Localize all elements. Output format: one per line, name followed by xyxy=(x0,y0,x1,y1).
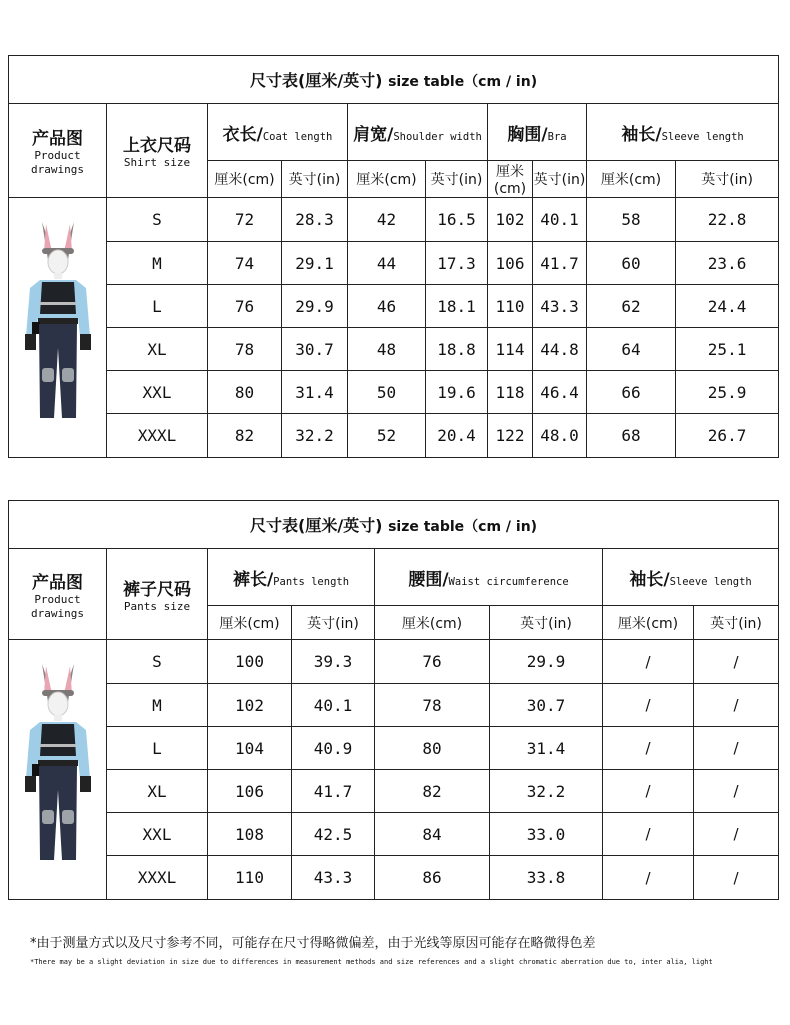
unit-cm: 厘米(cm) xyxy=(488,161,533,198)
unit-in: 英寸(in) xyxy=(694,606,779,640)
value-cell: 58 xyxy=(587,198,676,242)
value-cell: 84 xyxy=(375,813,490,856)
value-cell: 52 xyxy=(348,414,426,458)
unit-in: 英寸(in) xyxy=(292,606,375,640)
size-cell: L xyxy=(107,285,208,328)
value-cell: 46 xyxy=(348,285,426,328)
value-cell: / xyxy=(603,727,694,770)
value-cell: 76 xyxy=(375,640,490,684)
table-title xyxy=(9,501,779,549)
size-cell: XXL xyxy=(107,813,208,856)
col-header-coat-length: 衣长/Coat length xyxy=(208,104,348,161)
value-cell: 72 xyxy=(208,198,282,242)
unit-in: 英寸(in) xyxy=(676,161,779,198)
costume-figure-icon xyxy=(22,650,94,890)
table-row xyxy=(9,414,779,458)
value-cell: 17.3 xyxy=(426,242,488,285)
size-header xyxy=(107,104,208,198)
unit-cm: 厘米(cm) xyxy=(208,606,292,640)
unit-in: 英寸(in) xyxy=(533,161,587,198)
value-cell: 33.8 xyxy=(490,856,603,900)
value-cell: 110 xyxy=(488,285,533,328)
value-cell: / xyxy=(694,856,779,900)
size-en: Shirt size xyxy=(123,156,191,169)
value-cell: 78 xyxy=(375,684,490,727)
size-cn: 上衣尺码 xyxy=(123,136,191,156)
value-cell: 28.3 xyxy=(282,198,348,242)
size-cell: XXXL xyxy=(107,856,208,900)
value-cell: 22.8 xyxy=(676,198,779,242)
col-header-waist: 腰围/Waist circumference xyxy=(375,549,603,606)
value-cell: 30.7 xyxy=(282,328,348,371)
size-cell: XL xyxy=(107,328,208,371)
table-row xyxy=(9,328,779,371)
product-header xyxy=(9,104,107,198)
value-cell: 74 xyxy=(208,242,282,285)
value-cell: 68 xyxy=(587,414,676,458)
value-cell: 46.4 xyxy=(533,371,587,414)
note-en: *There may be a slight deviation in size due to differences in measurement methods and size references and a slight chromatic aberration due to, inter alia, light xyxy=(30,958,713,966)
value-cell: 18.8 xyxy=(426,328,488,371)
value-cell: 40.9 xyxy=(292,727,375,770)
value-cell: 24.4 xyxy=(676,285,779,328)
unit-cm: 厘米(cm) xyxy=(375,606,490,640)
value-cell: 32.2 xyxy=(490,770,603,813)
value-cell: 122 xyxy=(488,414,533,458)
unit-in: 英寸(in) xyxy=(426,161,488,198)
value-cell: / xyxy=(694,727,779,770)
product-image xyxy=(9,198,107,458)
value-cell: 48 xyxy=(348,328,426,371)
value-cell: 23.6 xyxy=(676,242,779,285)
value-cell: 42.5 xyxy=(292,813,375,856)
value-cell: 106 xyxy=(488,242,533,285)
table-row xyxy=(9,856,779,900)
table-row xyxy=(9,640,779,684)
value-cell: 76 xyxy=(208,285,282,328)
value-cell: 64 xyxy=(587,328,676,371)
table-row xyxy=(9,285,779,328)
value-cell: 29.1 xyxy=(282,242,348,285)
value-cell: 44 xyxy=(348,242,426,285)
value-cell: 48.0 xyxy=(533,414,587,458)
unit-cm: 厘米(cm) xyxy=(348,161,426,198)
value-cell: / xyxy=(694,640,779,684)
value-cell: 41.7 xyxy=(533,242,587,285)
product-cn: 产品图 xyxy=(32,129,83,149)
value-cell: 114 xyxy=(488,328,533,371)
value-cell: 31.4 xyxy=(490,727,603,770)
value-cell: 42 xyxy=(348,198,426,242)
table-row xyxy=(9,813,779,856)
table-row xyxy=(9,371,779,414)
value-cell: 33.0 xyxy=(490,813,603,856)
value-cell: 44.8 xyxy=(533,328,587,371)
title-cn: 尺寸表(厘米/英寸) xyxy=(250,71,383,90)
value-cell: / xyxy=(694,684,779,727)
size-cell: S xyxy=(107,640,208,684)
value-cell: 39.3 xyxy=(292,640,375,684)
costume-figure-icon xyxy=(22,208,94,448)
product-en-1: Product xyxy=(34,149,81,162)
value-cell: 100 xyxy=(208,640,292,684)
title-en: size table（cm / in) xyxy=(388,519,538,535)
value-cell: 80 xyxy=(208,371,282,414)
value-cell: 82 xyxy=(208,414,282,458)
value-cell: 29.9 xyxy=(490,640,603,684)
table-row xyxy=(9,727,779,770)
product-en-2: drawings xyxy=(31,606,84,620)
value-cell: 66 xyxy=(587,371,676,414)
size-cell: XXL xyxy=(107,371,208,414)
value-cell: 16.5 xyxy=(426,198,488,242)
product-en-1: Product xyxy=(34,592,81,606)
size-cell: XL xyxy=(107,770,208,813)
col-header-sleeve-length: 袖长/Sleeve length xyxy=(603,549,779,606)
value-cell: 26.7 xyxy=(676,414,779,458)
value-cell: 104 xyxy=(208,727,292,770)
shirt-size-table xyxy=(8,55,779,458)
value-cell: 106 xyxy=(208,770,292,813)
pants-size-table xyxy=(8,500,779,900)
product-cn: 产品图 xyxy=(32,572,83,593)
size-en: Pants size xyxy=(123,599,191,613)
value-cell: / xyxy=(694,813,779,856)
size-cell: M xyxy=(107,684,208,727)
col-header-pants-length: 裤长/Pants length xyxy=(208,549,375,606)
value-cell: 40.1 xyxy=(533,198,587,242)
table-title xyxy=(9,56,779,104)
note-cn: *由于测量方式以及尺寸参考不同，可能存在尺寸得略微偏差，由于光线等原因可能存在略微得色差 xyxy=(30,936,596,951)
value-cell: 118 xyxy=(488,371,533,414)
product-header xyxy=(9,549,107,640)
value-cell: 102 xyxy=(488,198,533,242)
table-row xyxy=(9,770,779,813)
size-cell: S xyxy=(107,198,208,242)
value-cell: / xyxy=(603,856,694,900)
title-cn: 尺寸表(厘米/英寸) xyxy=(250,516,383,535)
value-cell: / xyxy=(603,770,694,813)
value-cell: 62 xyxy=(587,285,676,328)
value-cell: 60 xyxy=(587,242,676,285)
value-cell: 32.2 xyxy=(282,414,348,458)
size-cell: M xyxy=(107,242,208,285)
value-cell: 110 xyxy=(208,856,292,900)
value-cell: 41.7 xyxy=(292,770,375,813)
value-cell: 78 xyxy=(208,328,282,371)
value-cell: 108 xyxy=(208,813,292,856)
unit-cm: 厘米(cm) xyxy=(587,161,676,198)
size-cn: 裤子尺码 xyxy=(123,579,191,600)
value-cell: 80 xyxy=(375,727,490,770)
size-header xyxy=(107,549,208,640)
value-cell: / xyxy=(603,684,694,727)
value-cell: 30.7 xyxy=(490,684,603,727)
size-cell: L xyxy=(107,727,208,770)
value-cell: 40.1 xyxy=(292,684,375,727)
title-en: size table（cm / in) xyxy=(388,74,538,90)
col-header-bra: 胸围/Bra xyxy=(488,104,587,161)
value-cell: / xyxy=(603,640,694,684)
value-cell: 102 xyxy=(208,684,292,727)
value-cell: / xyxy=(603,813,694,856)
value-cell: 82 xyxy=(375,770,490,813)
value-cell: 25.1 xyxy=(676,328,779,371)
value-cell: 31.4 xyxy=(282,371,348,414)
unit-in: 英寸(in) xyxy=(490,606,603,640)
unit-in: 英寸(in) xyxy=(282,161,348,198)
value-cell: 43.3 xyxy=(533,285,587,328)
value-cell: 29.9 xyxy=(282,285,348,328)
table-row xyxy=(9,198,779,242)
value-cell: 25.9 xyxy=(676,371,779,414)
value-cell: 20.4 xyxy=(426,414,488,458)
unit-cm: 厘米(cm) xyxy=(208,161,282,198)
table-row xyxy=(9,242,779,285)
unit-cm: 厘米(cm) xyxy=(603,606,694,640)
value-cell: 18.1 xyxy=(426,285,488,328)
value-cell: / xyxy=(694,770,779,813)
product-image xyxy=(9,640,107,900)
value-cell: 50 xyxy=(348,371,426,414)
value-cell: 19.6 xyxy=(426,371,488,414)
col-header-shoulder-width: 肩宽/Shoulder width xyxy=(348,104,488,161)
value-cell: 43.3 xyxy=(292,856,375,900)
product-en-2: drawings xyxy=(31,163,84,176)
value-cell: 86 xyxy=(375,856,490,900)
col-header-sleeve-length: 袖长/Sleeve length xyxy=(587,104,779,161)
table-row xyxy=(9,684,779,727)
size-cell: XXXL xyxy=(107,414,208,458)
